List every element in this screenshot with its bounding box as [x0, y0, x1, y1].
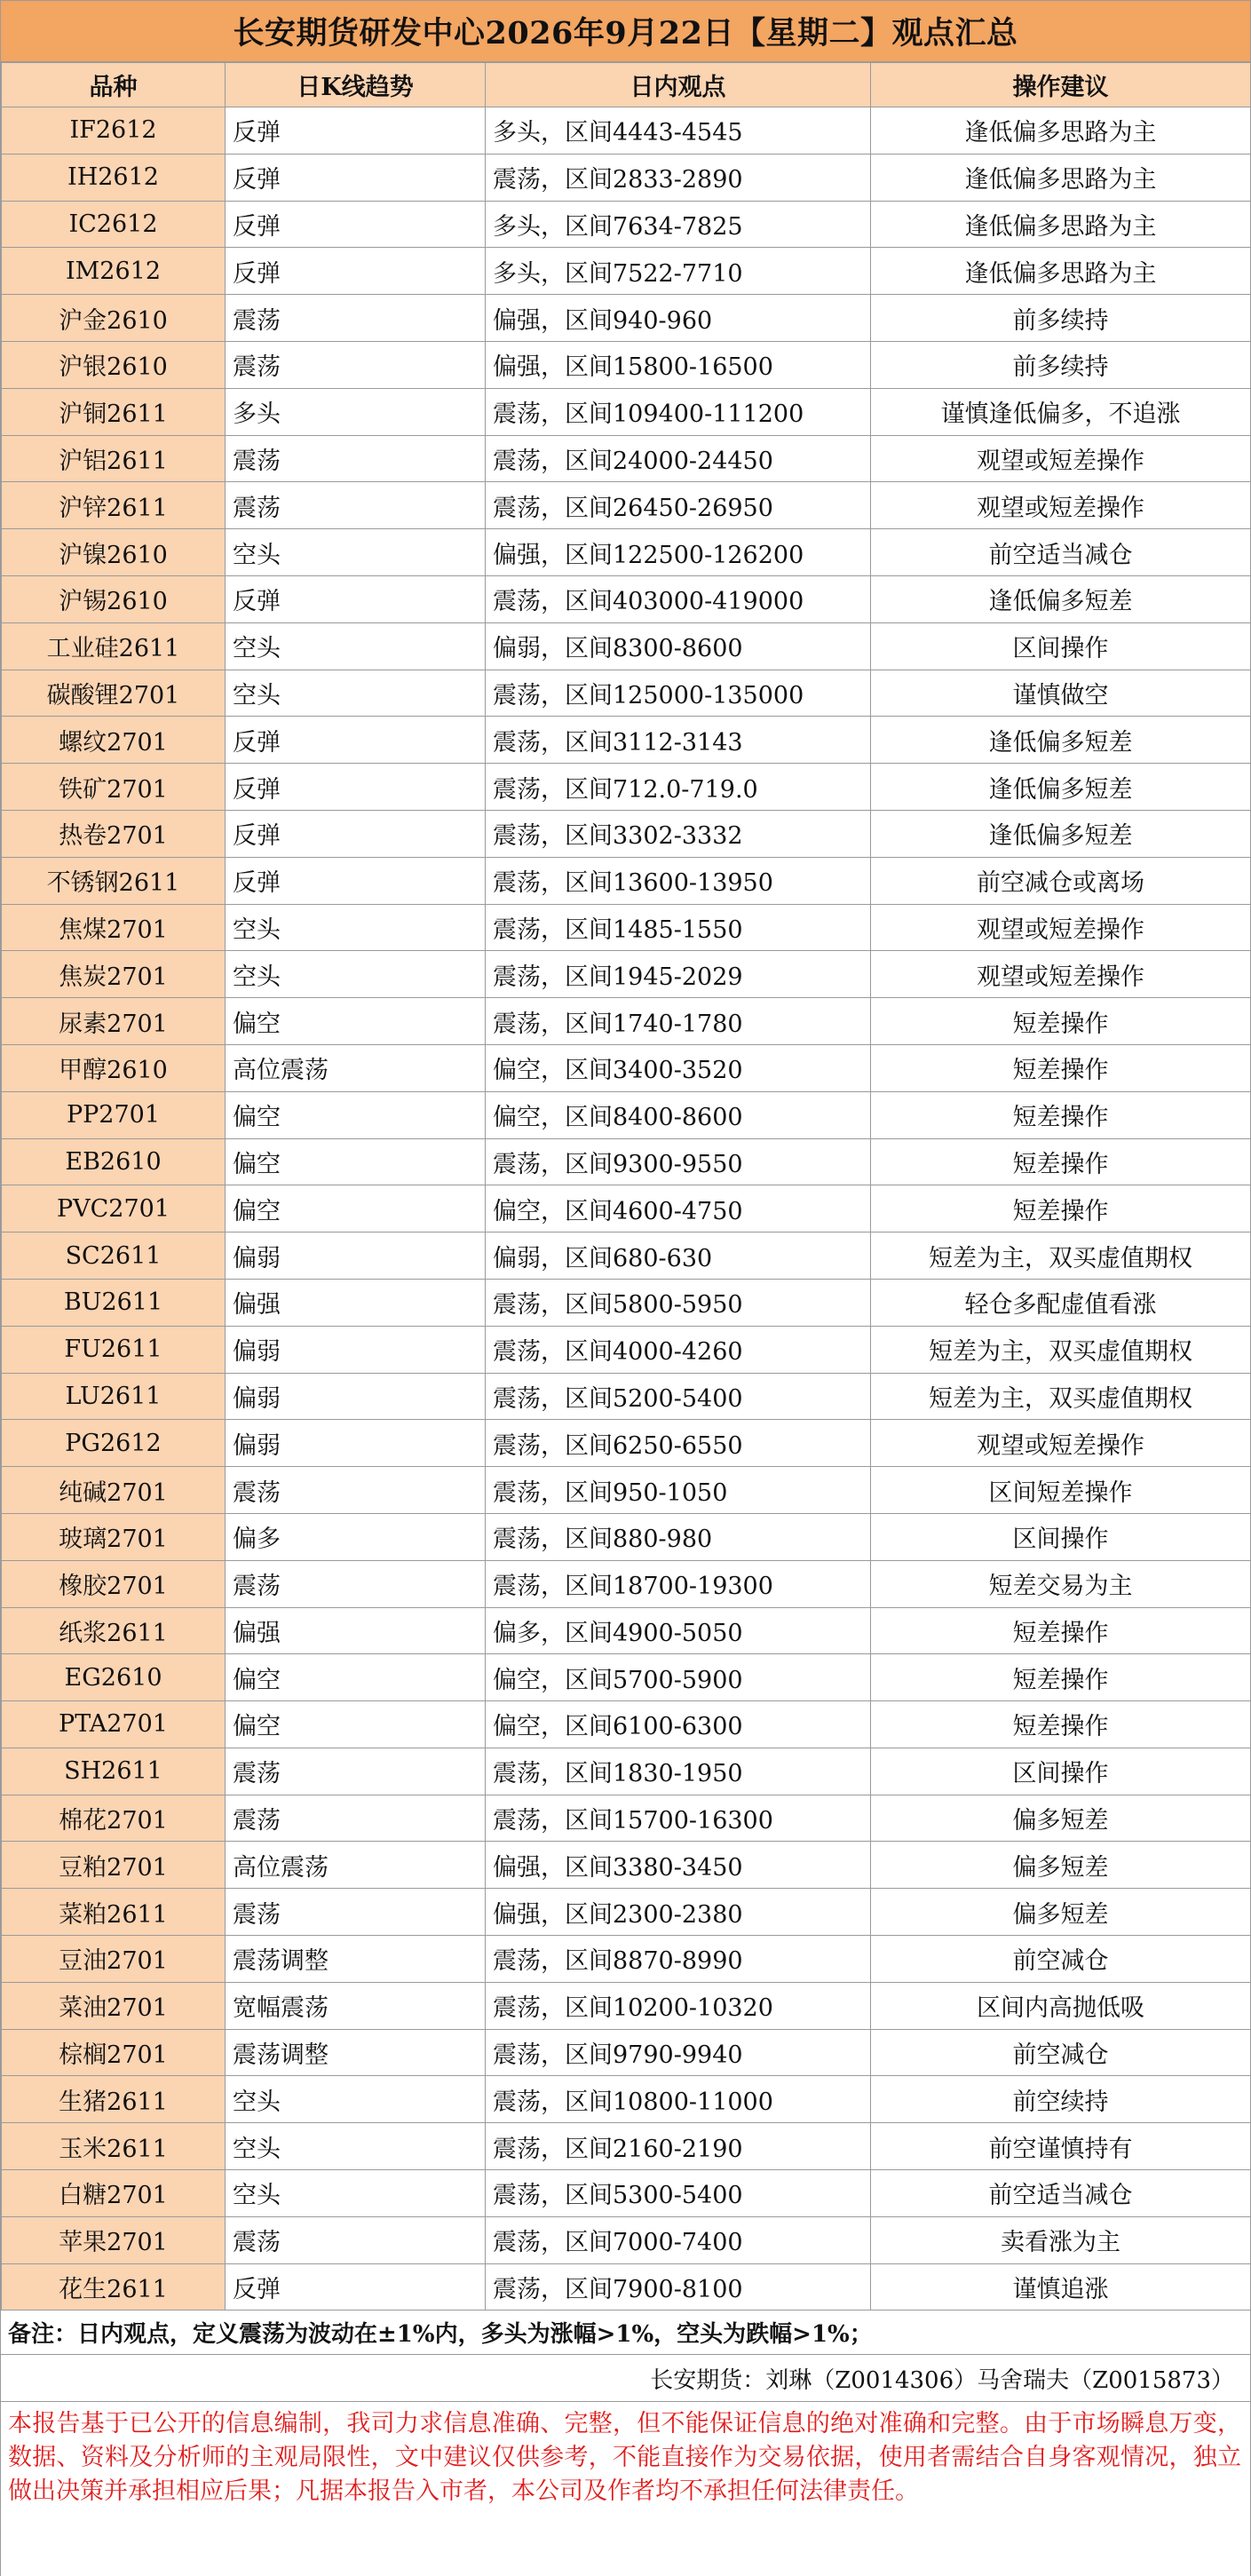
daily-trend-cell: 偏弱 — [226, 1233, 486, 1280]
intraday-view-cell: 偏强，区间15800-16500 — [486, 341, 871, 388]
intraday-view-cell: 震荡，区间1740-1780 — [486, 998, 871, 1045]
suggestion-cell: 短差为主，双买虚值期权 — [871, 1233, 1251, 1280]
remark-note: 备注：日内观点，定义震荡为波动在±1%内，多头为涨幅>1%，空头为跌幅>1%； — [1, 2310, 1250, 2355]
daily-trend-cell: 震荡 — [226, 341, 486, 388]
intraday-view-cell: 震荡，区间3302-3332 — [486, 810, 871, 857]
table-row — [2, 1701, 1251, 1748]
intraday-view-cell: 震荡，区间2833-2890 — [486, 154, 871, 201]
table-row — [2, 1560, 1251, 1607]
daily-trend-cell: 震荡 — [226, 435, 486, 482]
table-row — [2, 2029, 1251, 2076]
table-row — [2, 1185, 1251, 1233]
table-row — [2, 1138, 1251, 1185]
intraday-view-cell: 震荡，区间403000-419000 — [486, 575, 871, 622]
suggestion-cell: 偏多短差 — [871, 1795, 1251, 1842]
variety-cell: 苹果2701 — [2, 2216, 226, 2263]
variety-cell: 焦煤2701 — [2, 904, 226, 951]
table-row — [2, 201, 1251, 248]
table-row — [2, 1233, 1251, 1280]
daily-trend-cell: 多头 — [226, 388, 486, 435]
daily-trend-cell: 反弹 — [226, 2263, 486, 2310]
daily-trend-cell: 空头 — [226, 2123, 486, 2170]
table-row — [2, 1654, 1251, 1701]
daily-trend-cell: 偏空 — [226, 1654, 486, 1701]
table-row — [2, 1044, 1251, 1091]
intraday-view-cell: 偏强，区间122500-126200 — [486, 529, 871, 576]
daily-trend-cell: 震荡 — [226, 1889, 486, 1936]
table-row — [2, 951, 1251, 998]
suggestion-cell: 前空续持 — [871, 2076, 1251, 2123]
intraday-view-cell: 震荡，区间1830-1950 — [486, 1748, 871, 1795]
table-row — [2, 1889, 1251, 1936]
intraday-view-cell: 震荡，区间10800-11000 — [486, 2076, 871, 2123]
daily-trend-cell: 偏空 — [226, 1138, 486, 1185]
daily-trend-cell: 震荡 — [226, 2216, 486, 2263]
variety-cell: 纸浆2611 — [2, 1607, 226, 1654]
suggestion-cell: 短差操作 — [871, 1701, 1251, 1748]
variety-cell: 玉米2611 — [2, 2123, 226, 2170]
table-row — [2, 482, 1251, 529]
header-intraday-view: 日内观点 — [486, 63, 871, 107]
table-row — [2, 575, 1251, 622]
daily-trend-cell: 反弹 — [226, 717, 486, 764]
suggestion-cell: 短差操作 — [871, 1044, 1251, 1091]
suggestion-cell: 观望或短差操作 — [871, 482, 1251, 529]
suggestion-cell: 前空谨慎持有 — [871, 2123, 1251, 2170]
header-suggestion: 操作建议 — [871, 63, 1251, 107]
table-row — [2, 2216, 1251, 2263]
variety-cell: 纯碱2701 — [2, 1467, 226, 1514]
intraday-view-cell: 偏强，区间2300-2380 — [486, 1889, 871, 1936]
suggestion-cell: 逢低偏多思路为主 — [871, 248, 1251, 295]
table-row — [2, 998, 1251, 1045]
daily-trend-cell: 震荡调整 — [226, 1936, 486, 1983]
intraday-view-cell: 震荡，区间9790-9940 — [486, 2029, 871, 2076]
table-row — [2, 1091, 1251, 1138]
table-header-row — [2, 63, 1251, 107]
suggestion-cell: 短差为主，双买虚值期权 — [871, 1326, 1251, 1373]
variety-cell: SH2611 — [2, 1748, 226, 1795]
table-row — [2, 2170, 1251, 2217]
variety-cell: 螺纹2701 — [2, 717, 226, 764]
daily-trend-cell: 空头 — [226, 951, 486, 998]
daily-trend-cell: 偏弱 — [226, 1373, 486, 1420]
intraday-view-cell: 震荡，区间950-1050 — [486, 1467, 871, 1514]
daily-trend-cell: 宽幅震荡 — [226, 1982, 486, 2029]
variety-cell: IF2612 — [2, 107, 226, 155]
intraday-view-cell: 震荡，区间2160-2190 — [486, 2123, 871, 2170]
daily-trend-cell: 反弹 — [226, 201, 486, 248]
suggestion-cell: 前多续持 — [871, 341, 1251, 388]
table-row — [2, 1748, 1251, 1795]
intraday-view-cell: 震荡，区间8870-8990 — [486, 1936, 871, 1983]
daily-trend-cell: 偏弱 — [226, 1420, 486, 1467]
table-row — [2, 670, 1251, 717]
variety-cell: 豆粕2701 — [2, 1842, 226, 1889]
variety-cell: 菜粕2611 — [2, 1889, 226, 1936]
daily-trend-cell: 高位震荡 — [226, 1842, 486, 1889]
outlook-table — [1, 62, 1251, 2310]
intraday-view-cell: 震荡，区间5800-5950 — [486, 1279, 871, 1326]
suggestion-cell: 前空减仓 — [871, 2029, 1251, 2076]
table-row — [2, 1279, 1251, 1326]
variety-cell: LU2611 — [2, 1373, 226, 1420]
intraday-view-cell: 震荡，区间125000-135000 — [486, 670, 871, 717]
variety-cell: 沪锡2610 — [2, 575, 226, 622]
intraday-view-cell: 震荡，区间5200-5400 — [486, 1373, 871, 1420]
table-row — [2, 717, 1251, 764]
table-row — [2, 107, 1251, 155]
daily-trend-cell: 震荡 — [226, 482, 486, 529]
daily-trend-cell: 空头 — [226, 904, 486, 951]
variety-cell: 沪镍2610 — [2, 529, 226, 576]
table-row — [2, 2263, 1251, 2310]
variety-cell: 沪锌2611 — [2, 482, 226, 529]
suggestion-cell: 逢低偏多思路为主 — [871, 107, 1251, 155]
table-row — [2, 2076, 1251, 2123]
intraday-view-cell: 多头，区间7522-7710 — [486, 248, 871, 295]
variety-cell: 白糖2701 — [2, 2170, 226, 2217]
intraday-view-cell: 震荡，区间109400-111200 — [486, 388, 871, 435]
daily-trend-cell: 偏强 — [226, 1279, 486, 1326]
daily-trend-cell: 空头 — [226, 670, 486, 717]
daily-trend-cell: 空头 — [226, 622, 486, 670]
intraday-view-cell: 震荡，区间6250-6550 — [486, 1420, 871, 1467]
table-row — [2, 1982, 1251, 2029]
report-title: 长安期货研发中心2026年9月22日【星期二】观点汇总 — [1, 0, 1250, 62]
daily-trend-cell: 反弹 — [226, 154, 486, 201]
daily-trend-cell: 反弹 — [226, 857, 486, 904]
suggestion-cell: 区间内高抛低吸 — [871, 1982, 1251, 2029]
suggestion-cell: 逢低偏多短差 — [871, 717, 1251, 764]
table-row — [2, 341, 1251, 388]
variety-cell: 碳酸锂2701 — [2, 670, 226, 717]
intraday-view-cell: 震荡，区间26450-26950 — [486, 482, 871, 529]
intraday-view-cell: 震荡，区间15700-16300 — [486, 1795, 871, 1842]
variety-cell: 花生2611 — [2, 2263, 226, 2310]
intraday-view-cell: 偏空，区间4600-4750 — [486, 1185, 871, 1233]
intraday-view-cell: 震荡，区间18700-19300 — [486, 1560, 871, 1607]
variety-cell: PTA2701 — [2, 1701, 226, 1748]
table-body — [2, 107, 1251, 2310]
variety-cell: 沪铜2611 — [2, 388, 226, 435]
daily-trend-cell: 偏弱 — [226, 1326, 486, 1373]
variety-cell: IC2612 — [2, 201, 226, 248]
suggestion-cell: 逢低偏多短差 — [871, 764, 1251, 811]
table-row — [2, 1795, 1251, 1842]
daily-trend-cell: 空头 — [226, 529, 486, 576]
daily-trend-cell: 偏空 — [226, 1091, 486, 1138]
intraday-view-cell: 偏强，区间3380-3450 — [486, 1842, 871, 1889]
variety-cell: PVC2701 — [2, 1185, 226, 1233]
intraday-view-cell: 震荡，区间10200-10320 — [486, 1982, 871, 2029]
intraday-view-cell: 震荡，区间5300-5400 — [486, 2170, 871, 2217]
table-row — [2, 295, 1251, 342]
suggestion-cell: 偏多短差 — [871, 1842, 1251, 1889]
intraday-view-cell: 震荡，区间4000-4260 — [486, 1326, 871, 1373]
suggestion-cell: 谨慎追涨 — [871, 2263, 1251, 2310]
intraday-view-cell: 偏多，区间4900-5050 — [486, 1607, 871, 1654]
suggestion-cell: 观望或短差操作 — [871, 951, 1251, 998]
table-row — [2, 857, 1251, 904]
intraday-view-cell: 震荡，区间7900-8100 — [486, 2263, 871, 2310]
table-row — [2, 248, 1251, 295]
table-row — [2, 1420, 1251, 1467]
intraday-view-cell: 震荡，区间712.0-719.0 — [486, 764, 871, 811]
variety-cell: 菜油2701 — [2, 1982, 226, 2029]
variety-cell: 生猪2611 — [2, 2076, 226, 2123]
suggestion-cell: 轻仓多配虚值看涨 — [871, 1279, 1251, 1326]
variety-cell: 铁矿2701 — [2, 764, 226, 811]
author-credit: 长安期货：刘琳（Z0014306）马舍瑞夫（Z0015873） — [1, 2355, 1250, 2402]
intraday-view-cell: 多头，区间4443-4545 — [486, 107, 871, 155]
daily-trend-cell: 偏多 — [226, 1513, 486, 1560]
variety-cell: 热卷2701 — [2, 810, 226, 857]
daily-trend-cell: 偏强 — [226, 1607, 486, 1654]
suggestion-cell: 短差操作 — [871, 998, 1251, 1045]
variety-cell: 沪银2610 — [2, 341, 226, 388]
table-row — [2, 1936, 1251, 1983]
suggestion-cell: 观望或短差操作 — [871, 904, 1251, 951]
daily-trend-cell: 空头 — [226, 2076, 486, 2123]
suggestion-cell: 偏多短差 — [871, 1889, 1251, 1936]
intraday-view-cell: 偏空，区间5700-5900 — [486, 1654, 871, 1701]
suggestion-cell: 短差操作 — [871, 1091, 1251, 1138]
variety-cell: PP2701 — [2, 1091, 226, 1138]
daily-trend-cell: 偏空 — [226, 1185, 486, 1233]
intraday-view-cell: 偏空，区间6100-6300 — [486, 1701, 871, 1748]
intraday-view-cell: 震荡，区间3112-3143 — [486, 717, 871, 764]
variety-cell: BU2611 — [2, 1279, 226, 1326]
daily-trend-cell: 偏空 — [226, 1701, 486, 1748]
table-row — [2, 1842, 1251, 1889]
table-row — [2, 2123, 1251, 2170]
suggestion-cell: 观望或短差操作 — [871, 435, 1251, 482]
variety-cell: FU2611 — [2, 1326, 226, 1373]
suggestion-cell: 逢低偏多短差 — [871, 810, 1251, 857]
suggestion-cell: 短差操作 — [871, 1185, 1251, 1233]
table-row — [2, 1607, 1251, 1654]
intraday-view-cell: 震荡，区间13600-13950 — [486, 857, 871, 904]
suggestion-cell: 逢低偏多思路为主 — [871, 154, 1251, 201]
table-row — [2, 622, 1251, 670]
intraday-view-cell: 偏弱，区间680-630 — [486, 1233, 871, 1280]
suggestion-cell: 区间操作 — [871, 622, 1251, 670]
intraday-view-cell: 震荡，区间880-980 — [486, 1513, 871, 1560]
intraday-view-cell: 偏弱，区间8300-8600 — [486, 622, 871, 670]
suggestion-cell: 短差操作 — [871, 1607, 1251, 1654]
disclaimer-text: 本报告基于已公开的信息编制，我司力求信息准确、完整，但不能保证信息的绝对准确和完整。由于市场瞬息万变，数据、资料及分析师的主观局限性，文中建议仅供参考，不能直接作为交易依据，使用者需结合自身客观情况，独立做出决策并承担相应后果；凡据本报告入市者，本公司及作者均不承担任何法律责任。 — [8, 2410, 1241, 2506]
intraday-view-cell: 震荡，区间1485-1550 — [486, 904, 871, 951]
intraday-view-cell: 多头，区间7634-7825 — [486, 201, 871, 248]
suggestion-cell: 短差操作 — [871, 1138, 1251, 1185]
suggestion-cell: 短差交易为主 — [871, 1560, 1251, 1607]
daily-trend-cell: 反弹 — [226, 575, 486, 622]
table-row — [2, 1373, 1251, 1420]
variety-cell: PG2612 — [2, 1420, 226, 1467]
variety-cell: 沪金2610 — [2, 295, 226, 342]
suggestion-cell: 逢低偏多思路为主 — [871, 201, 1251, 248]
intraday-view-cell: 震荡，区间7000-7400 — [486, 2216, 871, 2263]
header-daily-trend: 日K线趋势 — [226, 63, 486, 107]
daily-trend-cell: 反弹 — [226, 810, 486, 857]
variety-cell: 沪铝2611 — [2, 435, 226, 482]
suggestion-cell: 前空适当减仓 — [871, 2170, 1251, 2217]
daily-trend-cell: 震荡 — [226, 295, 486, 342]
table-row — [2, 1326, 1251, 1373]
suggestion-cell: 短差操作 — [871, 1654, 1251, 1701]
variety-cell: IH2612 — [2, 154, 226, 201]
suggestion-cell: 谨慎做空 — [871, 670, 1251, 717]
header-variety: 品种 — [2, 63, 226, 107]
variety-cell: 橡胶2701 — [2, 1560, 226, 1607]
daily-trend-cell: 高位震荡 — [226, 1044, 486, 1091]
variety-cell: 不锈钢2611 — [2, 857, 226, 904]
table-row — [2, 1467, 1251, 1514]
variety-cell: 棕榈2701 — [2, 2029, 226, 2076]
suggestion-cell: 区间短差操作 — [871, 1467, 1251, 1514]
suggestion-cell: 前多续持 — [871, 295, 1251, 342]
suggestion-cell: 区间操作 — [871, 1748, 1251, 1795]
table-row — [2, 435, 1251, 482]
daily-trend-cell: 震荡 — [226, 1795, 486, 1842]
table-row — [2, 154, 1251, 201]
intraday-view-cell: 震荡，区间9300-9550 — [486, 1138, 871, 1185]
variety-cell: 玻璃2701 — [2, 1513, 226, 1560]
variety-cell: 工业硅2611 — [2, 622, 226, 670]
daily-trend-cell: 反弹 — [226, 107, 486, 155]
table-row — [2, 904, 1251, 951]
intraday-view-cell: 震荡，区间1945-2029 — [486, 951, 871, 998]
daily-trend-cell: 震荡 — [226, 1467, 486, 1514]
variety-cell: 焦炭2701 — [2, 951, 226, 998]
table-row — [2, 388, 1251, 435]
intraday-view-cell: 震荡，区间24000-24450 — [486, 435, 871, 482]
daily-trend-cell: 反弹 — [226, 248, 486, 295]
variety-cell: 棉花2701 — [2, 1795, 226, 1842]
daily-trend-cell: 空头 — [226, 2170, 486, 2217]
variety-cell: 甲醇2610 — [2, 1044, 226, 1091]
suggestion-cell: 前空适当减仓 — [871, 529, 1251, 576]
intraday-view-cell: 偏空，区间8400-8600 — [486, 1091, 871, 1138]
daily-trend-cell: 震荡 — [226, 1748, 486, 1795]
table-row — [2, 810, 1251, 857]
intraday-view-cell: 偏强，区间940-960 — [486, 295, 871, 342]
suggestion-cell: 前空减仓 — [871, 1936, 1251, 1983]
daily-trend-cell: 震荡 — [226, 1560, 486, 1607]
daily-trend-cell: 偏空 — [226, 998, 486, 1045]
suggestion-cell: 逢低偏多短差 — [871, 575, 1251, 622]
intraday-view-cell: 偏空，区间3400-3520 — [486, 1044, 871, 1091]
suggestion-cell: 区间操作 — [871, 1513, 1251, 1560]
daily-trend-cell: 反弹 — [226, 764, 486, 811]
variety-cell: 豆油2701 — [2, 1936, 226, 1983]
table-row — [2, 764, 1251, 811]
variety-cell: SC2611 — [2, 1233, 226, 1280]
table-row — [2, 529, 1251, 576]
variety-cell: IM2612 — [2, 248, 226, 295]
variety-cell: EG2610 — [2, 1654, 226, 1701]
suggestion-cell: 卖看涨为主 — [871, 2216, 1251, 2263]
suggestion-cell: 谨慎逢低偏多，不追涨 — [871, 388, 1251, 435]
daily-trend-cell: 震荡调整 — [226, 2029, 486, 2076]
suggestion-cell: 观望或短差操作 — [871, 1420, 1251, 1467]
variety-cell: 尿素2701 — [2, 998, 226, 1045]
suggestion-cell: 前空减仓或离场 — [871, 857, 1251, 904]
suggestion-cell: 短差为主，双买虚值期权 — [871, 1373, 1251, 1420]
variety-cell: EB2610 — [2, 1138, 226, 1185]
table-row — [2, 1513, 1251, 1560]
